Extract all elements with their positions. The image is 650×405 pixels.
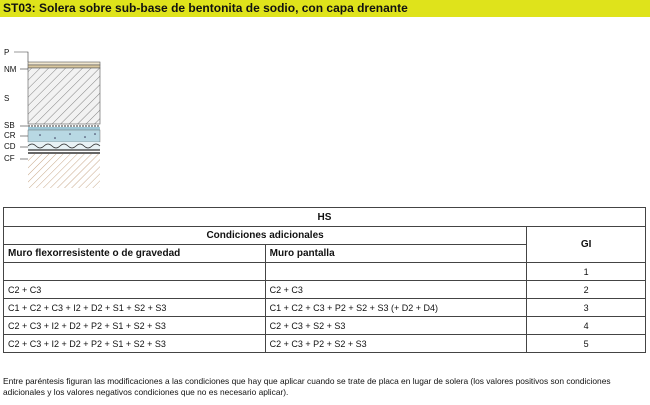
table-row bbox=[4, 335, 646, 353]
cell-col2: C2 + C3 + P2 + S2 + S3 bbox=[265, 335, 527, 353]
hs-header: HS bbox=[4, 208, 646, 227]
layer-label-cd: CD bbox=[4, 142, 16, 151]
layer-label-p: P bbox=[4, 48, 10, 57]
layer-nm bbox=[28, 65, 100, 68]
cell-gi: 1 bbox=[527, 263, 646, 281]
layer-label-cr: CR bbox=[4, 131, 16, 140]
table-row bbox=[4, 317, 646, 335]
section-title-text: Solera sobre sub-base de bentonita de sodio, con capa drenante bbox=[35, 1, 408, 15]
gi-header: GI bbox=[527, 227, 646, 263]
layer-cr bbox=[28, 130, 100, 142]
layer-soil bbox=[28, 154, 100, 188]
cell-col2 bbox=[265, 263, 527, 281]
cell-gi: 4 bbox=[527, 317, 646, 335]
layer-sb-band bbox=[28, 127, 100, 130]
conditions-header: Condiciones adicionales bbox=[4, 227, 527, 245]
layer-diagram bbox=[0, 40, 110, 190]
layer-section-drawing bbox=[0, 40, 110, 190]
cell-col1 bbox=[4, 263, 266, 281]
cell-col1: C1 + C2 + C3 + I2 + D2 + S1 + S2 + S3 bbox=[4, 299, 266, 317]
cell-col1: C2 + C3 bbox=[4, 281, 266, 299]
layer-label-nm: NM bbox=[4, 65, 17, 74]
cell-col2: C1 + C2 + C3 + P2 + S2 + S3 (+ D2 + D4) bbox=[265, 299, 527, 317]
cell-gi: 2 bbox=[527, 281, 646, 299]
footnote: Entre paréntesis figuran las modificaciones a las condiciones que hay que aplicar cuando se trate de placa en lugar de solera (los valores positivos son condiciones adicionales y los valores negativos condiciones que no es necesario aplicar). bbox=[3, 376, 611, 397]
cell-col1: C2 + C3 + I2 + D2 + P2 + S1 + S2 + S3 bbox=[4, 317, 266, 335]
layer-label-sb: SB bbox=[4, 121, 15, 130]
cell-gi: 5 bbox=[527, 335, 646, 353]
cell-col1: C2 + C3 + I2 + D2 + P2 + S1 + S2 + S3 bbox=[4, 335, 266, 353]
cell-gi: 3 bbox=[527, 299, 646, 317]
section-title bbox=[0, 0, 650, 17]
layer-label-s: S bbox=[4, 94, 10, 103]
table-row bbox=[4, 263, 646, 281]
table-row bbox=[4, 299, 646, 317]
col-header-muro-pantalla: Muro pantalla bbox=[265, 245, 527, 263]
col-header-muro-flexorresistente: Muro flexorresistente o de gravedad bbox=[4, 245, 266, 263]
section-code: ST03: bbox=[3, 1, 36, 15]
table-row bbox=[4, 281, 646, 299]
cell-col2: C2 + C3 bbox=[265, 281, 527, 299]
layer-label-cf: CF bbox=[4, 154, 15, 163]
conditions-table bbox=[3, 207, 646, 353]
layer-cd bbox=[28, 142, 100, 150]
layer-p bbox=[28, 62, 100, 65]
cell-col2: C2 + C3 + S2 + S3 bbox=[265, 317, 527, 335]
